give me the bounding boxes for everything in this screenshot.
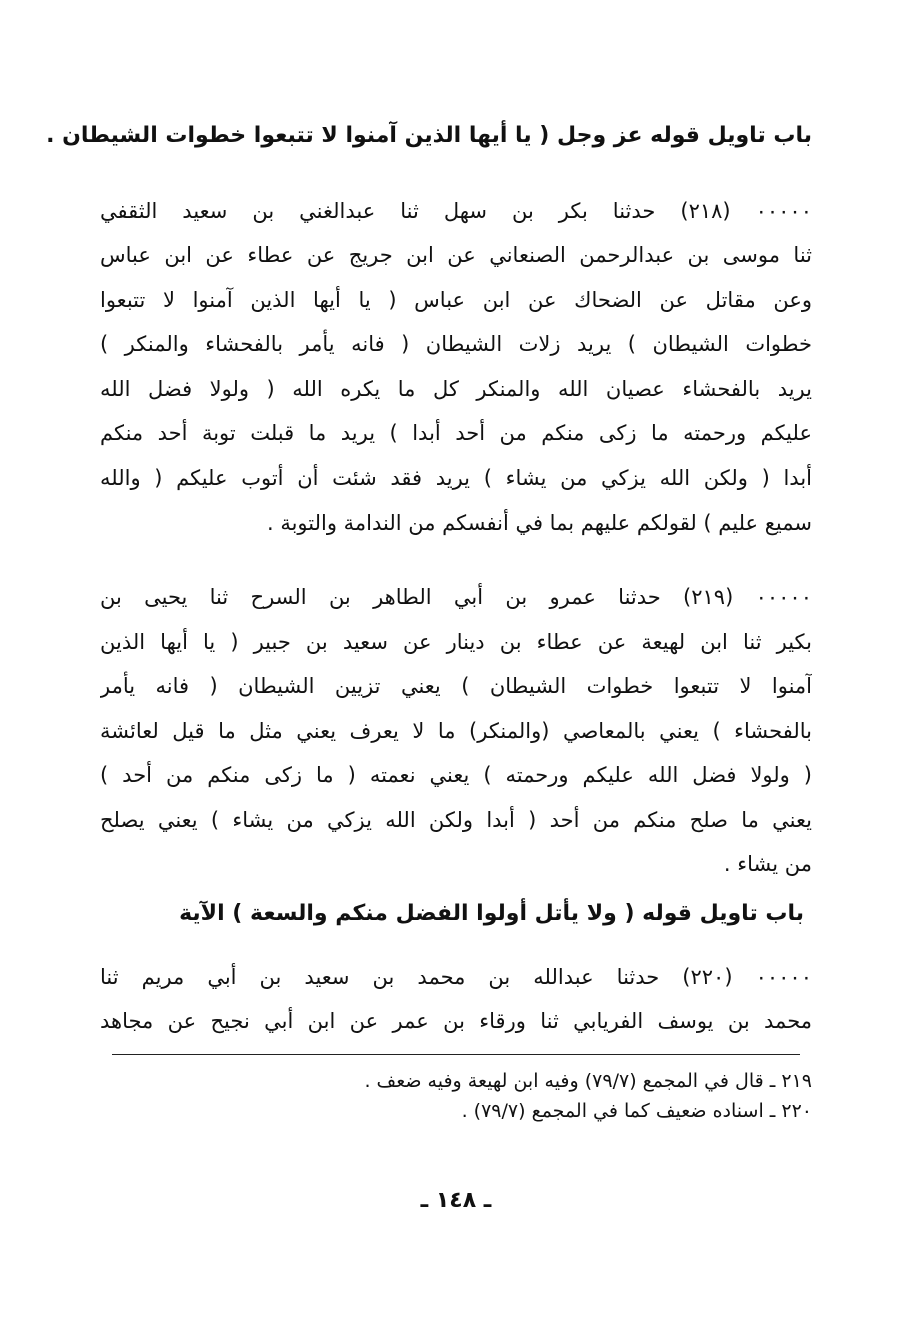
hadith-218-line-8: سميع عليم ) لقولكم عليهم بما في أنفسكم من الندامة والتوبة . xyxy=(266,511,812,535)
hadith-218-line-4: خطوات الشيطان ) يريد زلات الشيطان ( فانه يأمر بالفحشاء والمنكر ) xyxy=(100,332,812,356)
chapter-heading-1: باب تاويل قوله عز وجل ( يا أيها الذين آمنوا لا تتبعوا خطوات الشيطان . xyxy=(46,123,812,148)
hadith-218-line-5: يريد بالفحشاء عصيان الله والمنكر كل ما يكره الله ( ولولا فضل الله xyxy=(100,377,812,401)
hadith-219-line-6: يعني ما صلح منكم من أحد ( أبدا ولكن الله يزكي من يشاء ) يعني يصلح xyxy=(100,808,812,832)
hadith-218-line-7: أبدا ( ولكن الله يزكي من يشاء ) يريد فقد شئت أن أتوب عليكم ( والله xyxy=(100,466,812,490)
page-number: ـ ١٤٨ ـ xyxy=(420,1188,492,1213)
hadith-220-line-2: محمد بن يوسف الفريابي ثنا ورقاء بن عمر عن ابن أبي نجيح عن مجاهد xyxy=(100,1009,812,1033)
footnote-divider xyxy=(112,1054,800,1055)
hadith-219-line-5: ( ولولا فضل الله عليكم ورحمته ) يعني نعمته ( ما زكى منكم من أحد ) xyxy=(100,763,812,787)
footnote-219: ٢١٩ ـ قال في المجمع (٧٩/٧) وفيه ابن لهيعة وفيه ضعف . xyxy=(364,1070,812,1092)
hadith-219-line-1: ٠٠٠٠٠ (٢١٩) حدثنا عمرو بن أبي الطاهر بن السرح ثنا يحيى بن xyxy=(100,585,812,609)
hadith-220-line-1: ٠٠٠٠٠ (٢٢٠) حدثنا عبدالله بن محمد بن سعيد بن أبي مريم ثنا xyxy=(100,965,812,989)
hadith-219-line-4: بالفحشاء ) يعني بالمعاصي (والمنكر) ما لا يعرف يعني مثل ما قيل لعائشة xyxy=(100,719,812,743)
hadith-219-line-3: آمنوا لا تتبعوا خطوات الشيطان ) يعني تزيين الشيطان ( فانه يأمر xyxy=(100,674,812,698)
hadith-218-line-1: ٠٠٠٠٠ (٢١٨) حدثنا بكر بن سهل ثنا عبدالغني بن سعيد الثقفي xyxy=(100,199,812,223)
hadith-219-line-2: بكير ثنا ابن لهيعة عن عطاء بن دينار عن سعيد بن جبير ( يا أيها الذين xyxy=(100,630,812,654)
hadith-218-line-3: وعن مقاتل عن الضحاك عن ابن عباس ( يا أيها الذين آمنوا لا تتبعوا xyxy=(100,288,812,312)
chapter-heading-2: باب تاويل قوله ( ولا يأتل أولوا الفضل منكم والسعة ) الآية xyxy=(179,901,804,926)
footnote-220: ٢٢٠ ـ اسناده ضعيف كما في المجمع (٧٩/٧) . xyxy=(461,1100,812,1122)
hadith-218-line-6: عليكم ورحمته ما زكى منكم من أحد أبدا ) يريد ما قبلت توبة أحد منكم xyxy=(100,421,812,445)
hadith-219-line-7: من يشاء . xyxy=(723,852,812,876)
hadith-218-line-2: ثنا موسى بن عبدالرحمن الصنعاني عن ابن جريج عن عطاء عن ابن عباس xyxy=(100,243,812,267)
